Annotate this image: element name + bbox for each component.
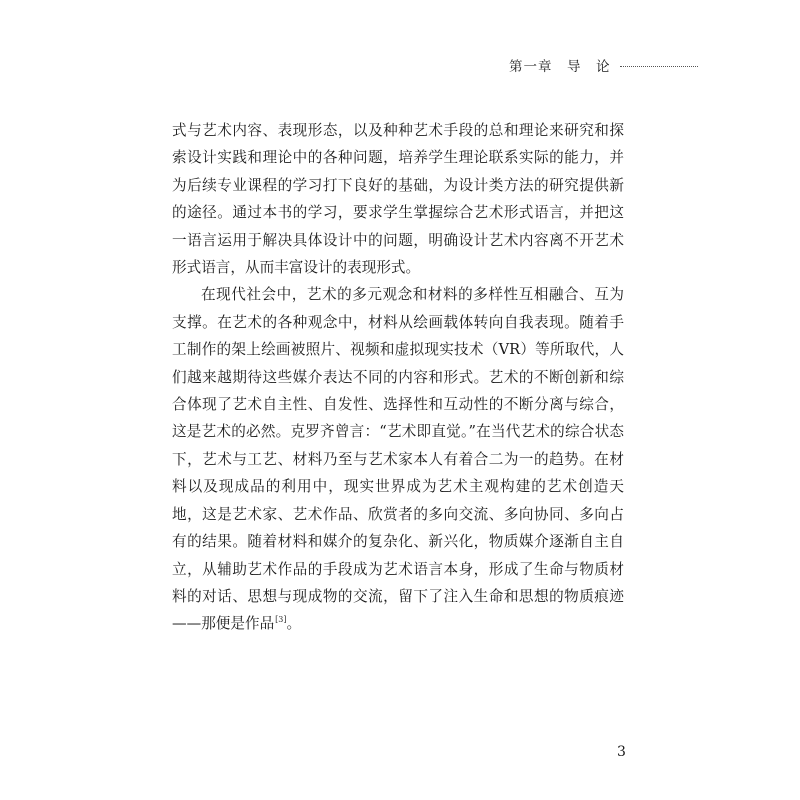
page-number: 3 (617, 744, 626, 760)
paragraph-modern-art (172, 281, 624, 637)
citation-marker: [3] (275, 615, 287, 625)
header-dotted-rule (620, 66, 698, 67)
paragraph-continuation: 式与艺术内容、表现形态，以及种种艺术手段的总和理论来研究和探索设计实践和理论中的各种问题，培养学生理论联系实际的能力，并为后续专业课程的学习打下良好的基础，为设计类方法的研究提供新的途径。通过本书的学习，要求学生掌握综合艺术形式语言，并把这一语言运用于解决具体设计中的问题，明确设计艺术内容离不开艺术形式语言，从而丰富设计的表现形式。 (172, 122, 624, 277)
paragraph-text: 在现代社会中，艺术的多元观念和材料的多样性互相融合、互为支撑。在艺术的各种观念中，材料从绘画载体转向自我表现。随着手工制作的架上绘画被照片、视频和虚拟现实技术（VR）等所取代，人们越来越期待这些媒介表达不同的内容和形式。艺术的不断创新和综合体现了艺术自主性、自发性、选择性和互动性的不断分离与综合，这是艺术的必然。克罗齐曾言：“艺术即直觉。”在当代艺术的综合状态下，艺术与工艺、材料乃至与艺术家本人有着合二为一的趋势。在材料以及现成品的利用中，现实世界成为艺术主观构建的艺术创造天地，这是艺术家、艺术作品、欣赏者的多向交流、多向协同、多向占有的结果。随着材料和媒介的复杂化、新兴化，物质媒介逐渐自主自立，从辅助艺术作品的手段成为艺术语言本身，形成了生命与物质材料的对话、思想与现成物的交流，留下了注入生命和思想的物质痕迹——那便是作品 (172, 286, 624, 633)
body-text (172, 117, 624, 638)
running-head (509, 55, 698, 75)
paragraph-ending: 。 (286, 615, 302, 633)
chapter-title: 第一章 导 论 (509, 59, 611, 75)
